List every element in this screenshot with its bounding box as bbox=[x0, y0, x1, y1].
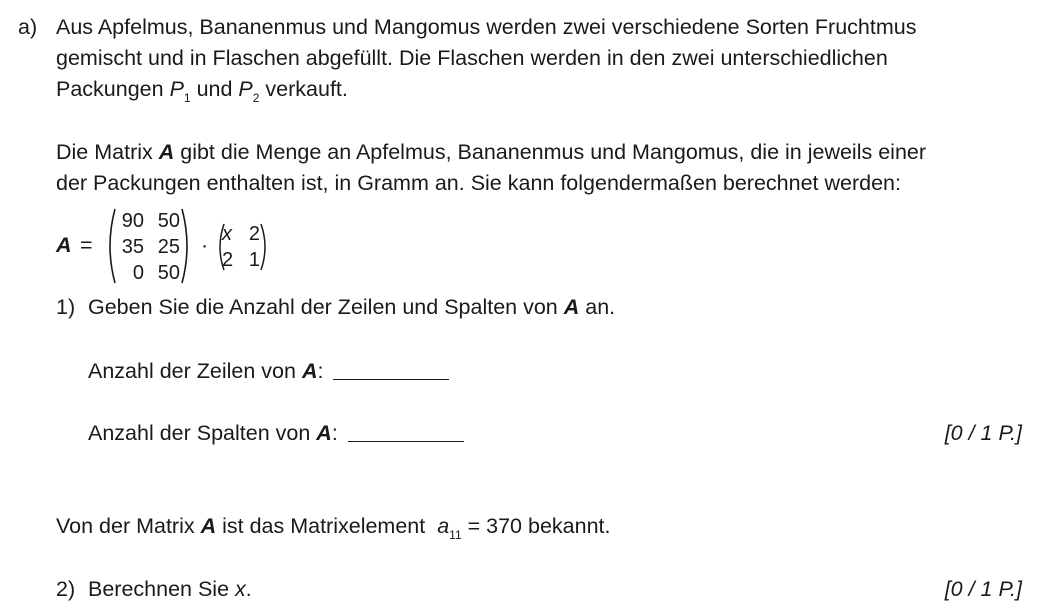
element-a11-sub: 11 bbox=[449, 528, 462, 542]
m1-r1-c2: 50 bbox=[157, 210, 180, 232]
question-2-pre: Berechnen Sie bbox=[88, 577, 236, 601]
question-2-points: [0 / 1 P.] bbox=[944, 577, 1022, 601]
part-label: a) bbox=[18, 15, 38, 39]
question-1-post: an. bbox=[579, 295, 616, 319]
package-p2-sub: 2 bbox=[252, 91, 260, 105]
intro-line-3-mid: und bbox=[190, 77, 239, 101]
element-pre: Von der Matrix bbox=[56, 514, 201, 538]
cols-label-a: A bbox=[316, 421, 332, 445]
intro-line-2: gemischt und in Flaschen abgefüllt. Die Flaschen werden in den zwei unterschiedlichen bbox=[56, 46, 888, 70]
cols-answer-blank[interactable] bbox=[348, 421, 464, 442]
element-post: bekannt. bbox=[528, 514, 611, 538]
m2-r2-c2: 1 bbox=[248, 249, 260, 271]
package-p1: P bbox=[169, 77, 184, 101]
element-value: = 370 bbox=[461, 514, 528, 538]
m2-r1-c1: x bbox=[222, 223, 232, 245]
element-a-symbol: A bbox=[200, 514, 217, 538]
matrix-text-line-1 bbox=[56, 137, 926, 168]
matrix-text-post: gibt die Menge an Apfelmus, Bananenmus und Mangomus, die in jeweils einer bbox=[174, 140, 927, 164]
matrix-text-line-2: der Packungen enthalten ist, in Gramm an. Sie kann folgendermaßen berechnet werden: bbox=[56, 171, 901, 195]
m2-r1-c2: 2 bbox=[248, 223, 260, 245]
question-1-pre: Geben Sie die Anzahl der Zeilen und Spalten von bbox=[88, 295, 564, 319]
package-p2: P bbox=[238, 77, 253, 101]
rows-label-pre: Anzahl der Zeilen von bbox=[88, 359, 302, 383]
rows-answer-line bbox=[88, 356, 449, 387]
matrix-1-right-paren bbox=[180, 207, 194, 285]
rows-label-a: A bbox=[301, 359, 318, 383]
matrix-text-pre: Die Matrix bbox=[56, 140, 159, 164]
package-p1-sub: 1 bbox=[183, 91, 191, 105]
question-1-a: A bbox=[563, 295, 580, 319]
intro-line-3-pre: Packungen bbox=[56, 77, 170, 101]
question-1-points: [0 / 1 P.] bbox=[944, 421, 1022, 445]
element-statement bbox=[56, 511, 610, 542]
equation-dot: · bbox=[201, 233, 209, 257]
cols-label-pre: Anzahl der Spalten von bbox=[88, 421, 317, 445]
question-2-post: . bbox=[245, 577, 252, 601]
element-a11: a bbox=[437, 514, 450, 538]
m1-r2-c1: 35 bbox=[121, 236, 144, 258]
equation-lhs: A bbox=[56, 233, 72, 257]
matrix-a-symbol: A bbox=[158, 140, 175, 164]
cols-answer-line bbox=[88, 418, 464, 449]
question-2-number: 2) bbox=[56, 577, 76, 601]
question-2-x: x bbox=[235, 577, 246, 601]
cols-label-post: : bbox=[331, 421, 338, 445]
m2-r2-c1: 2 bbox=[222, 249, 234, 271]
rows-answer-blank[interactable] bbox=[333, 359, 449, 380]
intro-line-3 bbox=[56, 74, 348, 105]
m1-r3-c2: 50 bbox=[157, 262, 180, 284]
m1-r2-c2: 25 bbox=[157, 236, 180, 258]
question-1-number: 1) bbox=[56, 295, 76, 319]
intro-line-3-post: verkauft. bbox=[259, 77, 348, 101]
question-2-text bbox=[88, 574, 252, 605]
matrix-2-right-paren bbox=[260, 222, 270, 272]
m1-r3-c1: 0 bbox=[132, 262, 144, 284]
equation-equals: = bbox=[80, 233, 93, 257]
rows-label-post: : bbox=[317, 359, 324, 383]
element-mid: ist das Matrixelement bbox=[216, 514, 432, 538]
question-1-text bbox=[88, 292, 615, 323]
m1-r1-c1: 90 bbox=[121, 210, 144, 232]
intro-line-1: Aus Apfelmus, Bananenmus und Mangomus werden zwei verschiedene Sorten Fruchtmus bbox=[56, 15, 917, 39]
